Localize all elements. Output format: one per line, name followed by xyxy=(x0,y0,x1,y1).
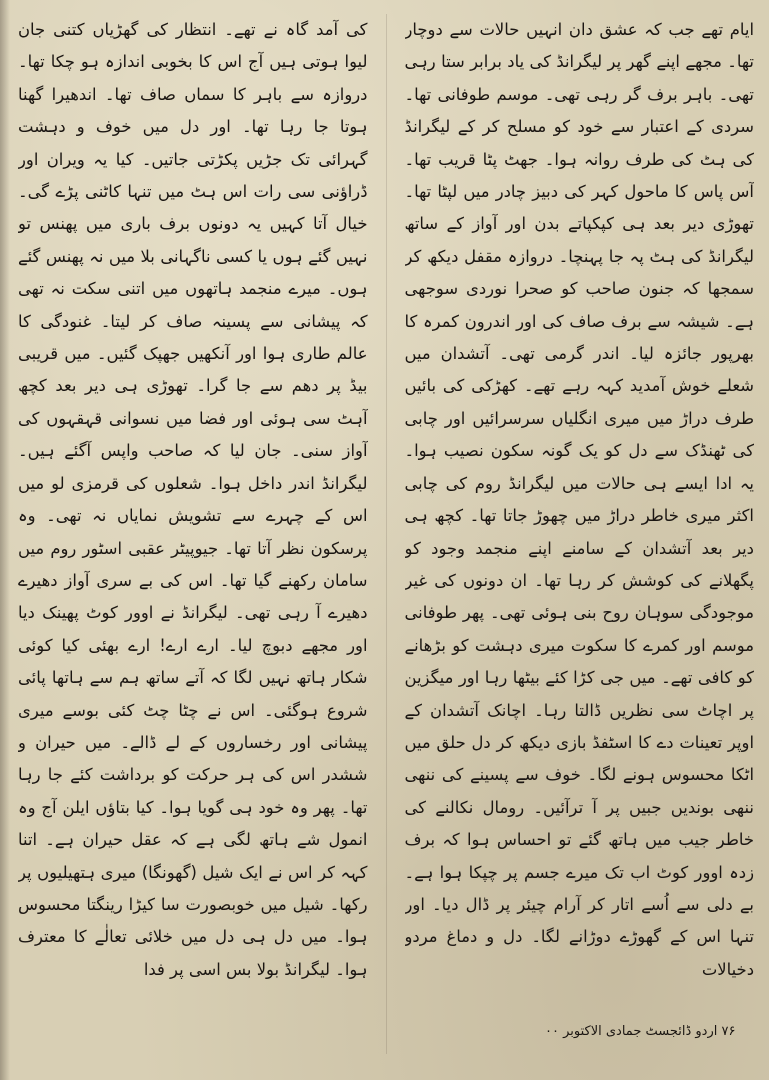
article-column-right xyxy=(405,14,755,1054)
article-page xyxy=(8,0,764,1064)
page-footer: ۷۶ اردو ڈائجسٹ جمادی الاکتوبر ۰۰ xyxy=(545,1024,736,1039)
article-column-left xyxy=(18,14,368,1054)
column-divider xyxy=(386,14,387,1054)
article-text-right: ایام تھے جب کہ عشق دان انہیں حالات سے دوچار تھا۔ مجھے اپنے گھر پر لیگرانڈ کی یاد برابر ستا رہی تھی۔ باہر برف گر رہی تھی۔ موسم طوفانی تھا۔ سردی کے اعتبار سے خود کو مسلح کر کے لیگرانڈ کی ہٹ کی طرف روانہ ہوا۔ جھٹ پٹا قریب تھا۔ آس پاس کا ماحول کہر کی دبیز چادر میں لپٹا تھا۔ تھوڑی دیر بعد ہی کپکپاتے بدن اور آواز کے ساتھ لیگرانڈ کی ہٹ پہ جا پہنچا۔ دروازہ مقفل دیکھ کر سمجھا کہ جنون صاحب کو صحرا نوردی سوجھی ہے۔ شیشہ سے برف صاف کی اور اندرون کمرہ کا بھرپور جائزہ لیا۔ اندر گرمی تھی۔ آتشدان میں شعلے خوش آمدید کہہ رہے تھے۔ کھڑکی کی بائیں طرف دراڑ میں میری انگلیاں سرسرائیں اور چابی کی ٹھنڈک سے دل کو یک گونہ سکون نصیب ہوا۔ یہ ادا ایسے ہی حالات میں لیگرانڈ روم کی چابی اکثر میری خاطر دراڑ میں چھوڑ جاتا تھا۔ کچھ ہی دیر بعد آتشدان کے سامنے اپنے منجمد وجود کو پگھلانے کی کوشش کر رہا تھا۔ ان دونوں کی غیر موجودگی سوہان روح بنی ہوئی تھی۔ پھر طوفانی موسم اور کمرے کا سکوت میری دہشت کو بڑھانے کو کافی تھے۔ میں جی کڑا کئے بیٹھا رہا اور میگزین پر اچاٹ سی نظریں ڈالتا رہا۔ اچانک آتشدان کے اوپر تعینات دے کا اسٹفڈ بازی دیکھ کر دل حلق میں اٹکا محسوس ہونے لگا۔ خوف سے پسینے کی ننھی ننھی بوندیں جبیں پر آ ترآئیں۔ رومال نکالنے کی خاطر جیب میں ہاتھ گئے تو احساس ہوا کہ برف زدہ اوور کوٹ اب تک میرے جسم پر چپکا ہوا ہے۔ بے دلی سے اُسے اتار کر آرام چیئر پر ڈال دیا۔ اور تنہا اس کے گھوڑے دوڑانے لگا۔ دل و دماغ مردو دخیالات xyxy=(404,20,754,979)
article-text-left: کی آمد گاہ نے تھے۔ انتظار کی گھڑیاں کتنی جان لیوا ہوتی ہیں آج اس کا بخوبی اندازہ ہو چکا تھا۔ دروازہ سے باہر کا سماں صاف تھا۔ اندھیرا گھنا ہوتا جا رہا تھا۔ اور دل میں خوف و دہشت گہرائی تک جڑیں پکڑتی جاتیں۔ کیا یہ ویران اور ڈراؤنی سی رات اس ہٹ میں تنہا کاٹنی پڑے گی۔ خیال آتا کہیں یہ دونوں برف باری میں پھنس تو نہیں گئے ہوں یا کسی ناگہانی بلا میں نہ پھنس گئے ہوں۔ میرے منجمد ہاتھوں میں اتنی سکت نہ تھی کہ پیشانی سے پسینہ صاف کر لیتا۔ غنودگی کا عالم طاری ہوا اور آنکھیں جھپک گئیں۔ میں قریبی بیڈ پر دھم سے جا گرا۔ تھوڑی ہی دیر بعد کچھ آہٹ سی ہوئی اور فضا میں نسوانی قہقہوں کی آواز سنی۔ جان لیا کہ صاحب واپس آگئے ہیں۔ لیگرانڈ اندر داخل ہوا۔ شعلوں کی قرمزی لو میں اس کے چہرے سے تشویش نمایاں نہ تھی۔ وہ پرسکون نظر آتا تھا۔ جیوپیٹر عقبی اسٹور روم میں سامان رکھنے گیا تھا۔ اس کی بے سری آواز دھیرے دھیرے آ رہی تھی۔ لیگرانڈ نے اوور کوٹ پھینک دیا اور مجھے دبوچ لیا۔ ارے ارے! ارے بھئی کیا کوئی شکار ہاتھ نہیں لگا کہ آتے ساتھ ہم سے ہاتھا پائی شروع ہوگئی۔ اس نے چٹا چٹ کئی بوسے میری پیشانی اور رخساروں کے لے ڈالے۔ میں حیران و ششدر اس کی ہر حرکت کو برداشت کئے جا رہا تھا۔ پھر وہ خود ہی گویا ہوا۔ کیا بتاؤں ایلن آج وہ انمول شے ہاتھ لگی ہے کہ عقل حیران ہے۔ اتنا کہہ کر اس نے ایک شیل (گھونگا) میری ہتھیلیوں پر رکھا۔ شیل میں خوبصورت سا کیڑا رینگتا محسوس ہوا۔ میں دل ہی دل میں خلائی تعالٰے کا معترف ہوا۔ لیگرانڈ بولا بس اسی پر فدا xyxy=(18,20,368,979)
